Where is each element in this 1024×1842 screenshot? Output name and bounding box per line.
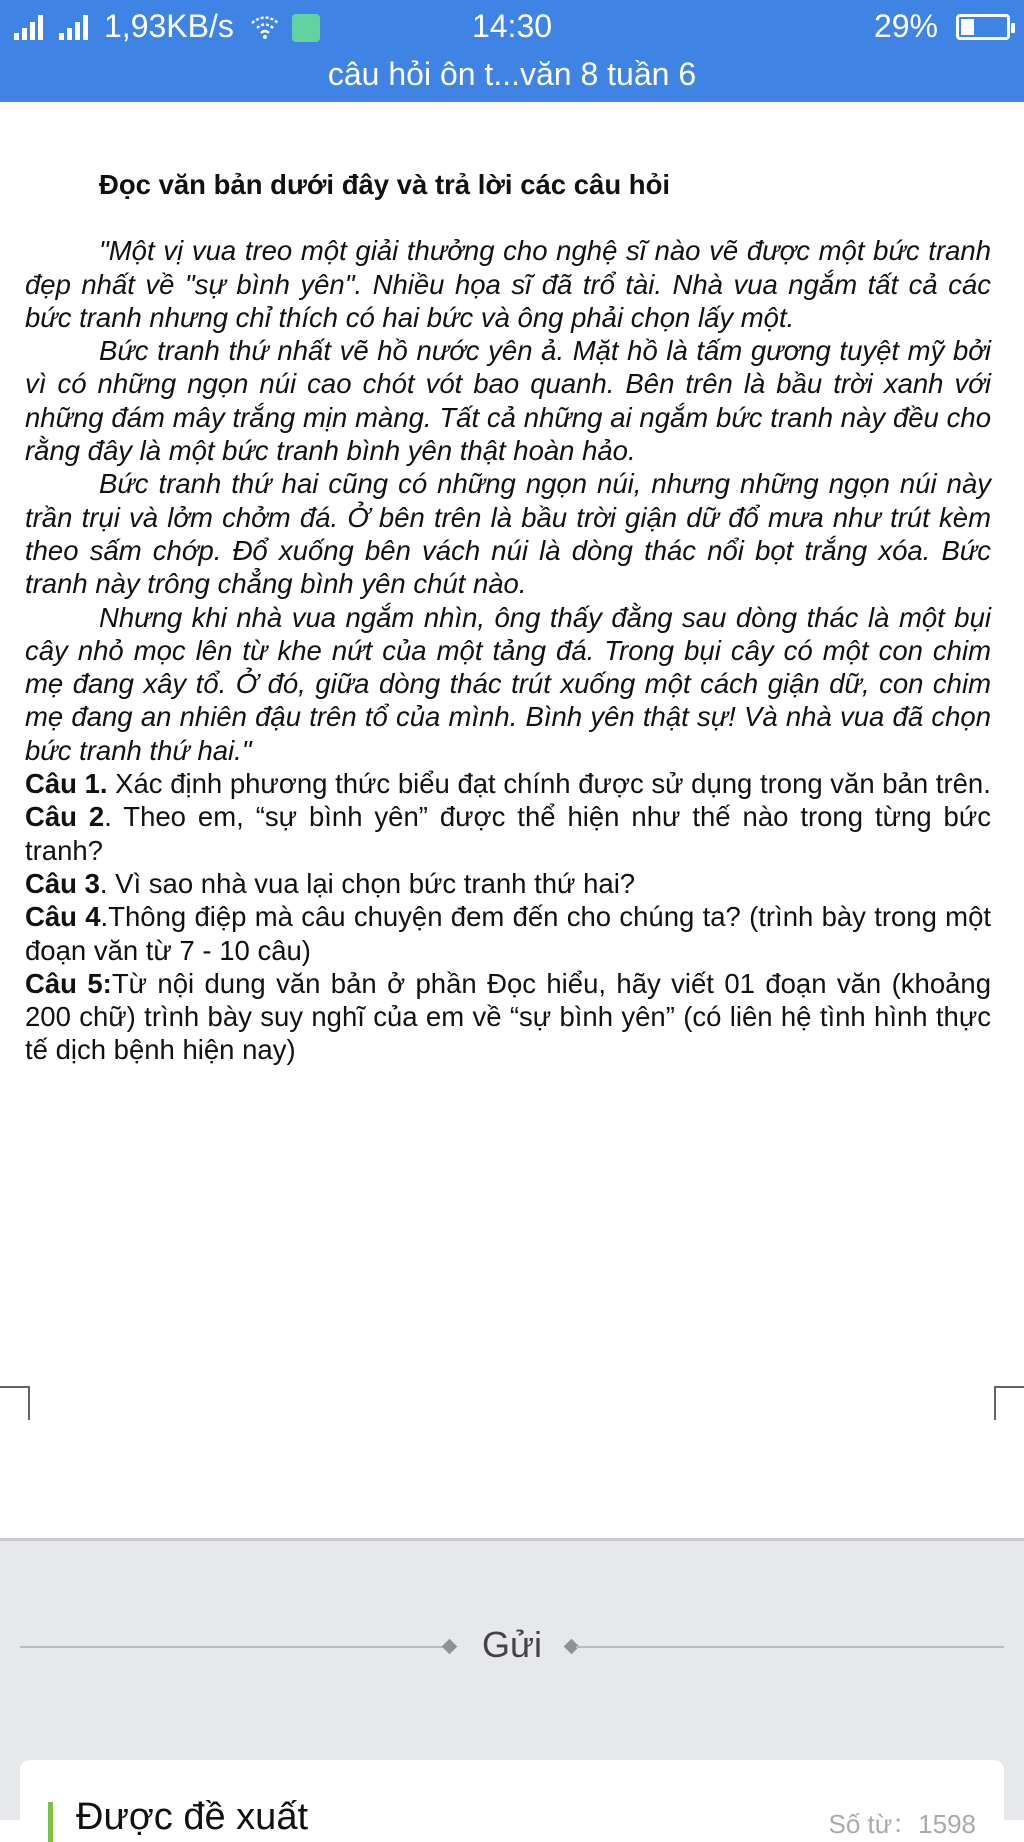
document-heading: Đọc văn bản dưới đây và trả lời các câu hỏi xyxy=(99,169,671,200)
page-corner-mark-right xyxy=(994,1386,1024,1420)
net-speed: 1,93KB/s xyxy=(104,8,234,44)
question-4 xyxy=(25,900,991,967)
story-paragraph: Bức tranh thứ nhất vẽ hồ nước yên ả. Mặt hồ là tấm gương tuyệt mỹ bởi vì có những ngọn núi cao chót vót bao quanh. Bên trên là bầu trời xanh với những đám mây trắng mịn màng. Tất cả những ai ngắm bức tranh này đều cho rằng đây là một bức tranh bình yên thật hoàn hảo. xyxy=(25,335,991,467)
divider-line-right xyxy=(576,1646,1004,1648)
recommended-title: Được đề xuất xyxy=(76,1796,309,1838)
question-5 xyxy=(25,967,991,1067)
word-count: Số từ：1598 xyxy=(828,1809,976,1839)
question-text: Xác định phương thức biểu đạt chính được sử dụng trong văn bản trên. xyxy=(107,768,991,800)
question-label: Câu 2 xyxy=(25,801,105,833)
clock: 14:30 xyxy=(471,8,553,44)
battery-icon xyxy=(956,14,1010,40)
question-label: Câu 3 xyxy=(25,867,100,899)
question-label: Câu 5: xyxy=(25,967,112,999)
document-body xyxy=(25,168,991,1067)
question-2 xyxy=(25,800,991,867)
diamond-icon xyxy=(442,1639,458,1655)
divider-line-left xyxy=(20,1646,448,1648)
top-bar xyxy=(0,0,1024,102)
question-text: .Thông điệp mà câu chuyện đem đến cho chúng ta? (trình bày trong một đoạn văn từ 7 - 10 câu) xyxy=(25,901,992,966)
send-button[interactable]: Gửi xyxy=(481,1624,543,1665)
question-text: Từ nội dung văn bản ở phần Đọc hiểu, hãy viết 01 đoạn văn (khoảng 200 chữ) trình bày suy nghĩ của em về “sự bình yên” (có liên hệ tình hình thực tế dịch bệnh hiện nay) xyxy=(25,967,992,1066)
story-paragraph: "Một vị vua treo một giải thưởng cho nghệ sĩ nào vẽ được một bức tranh đẹp nhất về "sự bình yên". Nhiều họa sĩ đã trổ tài. Nhà vua ngắm tất cả các bức tranh nhưng chỉ thích có hai bức và ông phải chọn lấy một. xyxy=(25,235,991,333)
status-bar xyxy=(0,0,1024,52)
accent-bar xyxy=(48,1802,53,1842)
question-label: Câu 4 xyxy=(25,901,101,933)
document-title: câu hỏi ôn t...văn 8 tuần 6 xyxy=(327,56,697,92)
story-paragraph: Bức tranh thứ hai cũng có những ngọn núi, nhưng những ngọn núi này trần trụi và lởm chởm đá. Ở bên trên là bầu trời giận dữ đổ mưa như trút kèm theo sấm chớp. Đổ xuống bên vách núi là dòng thác nổi bọt trắng xóa. Bức tranh này trông chẳng bình yên chút nào. xyxy=(25,468,991,600)
question-label: Câu 1. xyxy=(25,768,108,800)
question-text: . Theo em, “sự bình yên” được thể hiện như thế nào trong từng bức tranh? xyxy=(25,801,992,866)
recommended-card[interactable] xyxy=(20,1760,1004,1840)
question-3 xyxy=(25,867,991,900)
battery-percent: 29% xyxy=(873,8,938,44)
page-corner-mark-left xyxy=(0,1386,30,1420)
send-divider xyxy=(0,1620,1024,1674)
story-paragraph: Nhưng khi nhà vua ngắm nhìn, ông thấy đằng sau dòng thác là một bụi cây nhỏ mọc lên từ khe nứt của một tảng đá. Trong bụi cây có một con chim mẹ đang xây tổ. Ở đó, giữa dòng thác trút xuống một cách giận dữ, con chim mẹ đang an nhiên đậu trên tổ của mình. Bình yên thật sự! Và nhà vua đã chọn bức tranh thứ hai." xyxy=(25,601,991,766)
question-text: . Vì sao nhà vua lại chọn bức tranh thứ hai? xyxy=(99,867,636,899)
question-1 xyxy=(25,767,991,800)
